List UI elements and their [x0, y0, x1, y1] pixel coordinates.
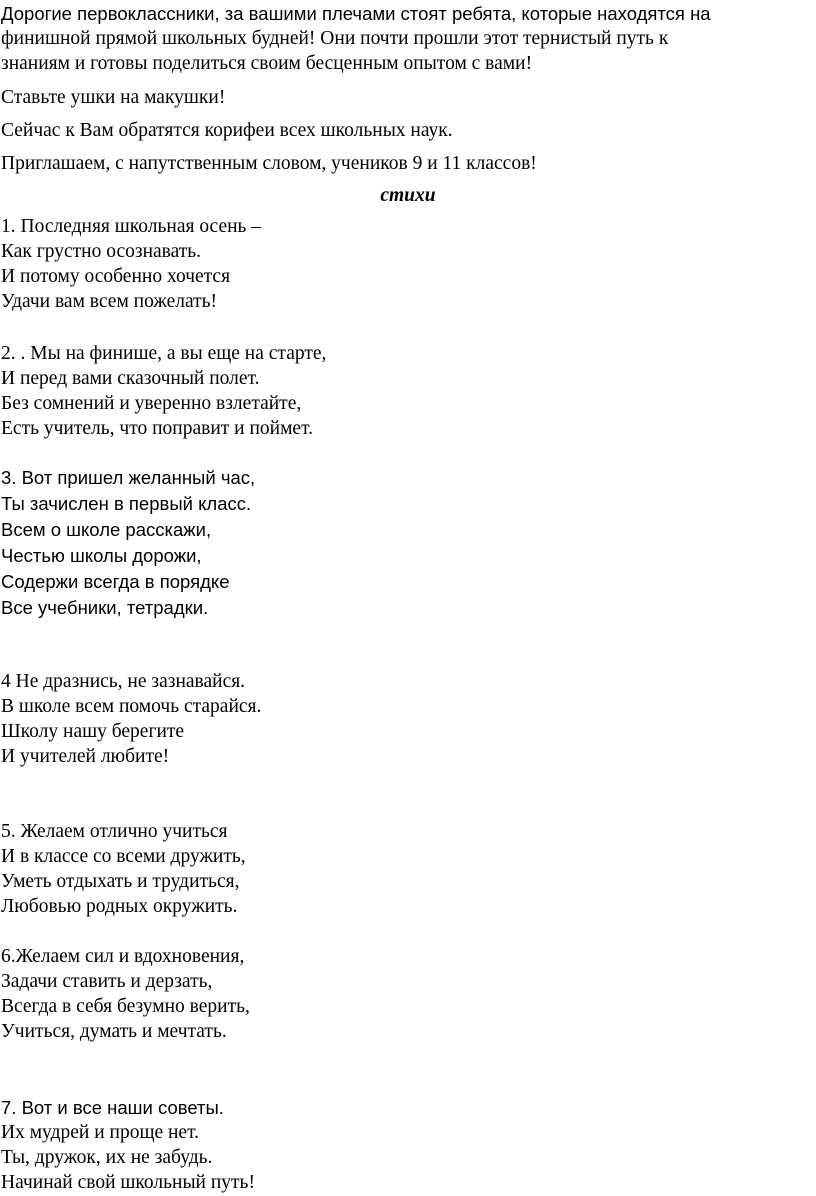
- poem-line: 6.Желаем сил и вдохновения,: [1, 946, 245, 967]
- intro-line: Ставьте ушки на макушки!: [1, 87, 226, 108]
- intro-line: Приглашаем, с напутственным словом, учеников 9 и 11 классов!: [1, 153, 537, 174]
- section-heading: стихи: [380, 185, 436, 206]
- intro-line: Дорогие первоклассники, за вашими плечами стоят ребята, которые находятся на: [1, 3, 711, 24]
- poem-line: 4 Не дразнись, не зазнавайся.: [1, 671, 246, 692]
- poem-line: 2. . Мы на финише, а вы еще на старте,: [1, 343, 327, 364]
- poem-line: Честью школы дорожи,: [1, 545, 202, 566]
- poem-line: Ты зачислен в первый класс.: [1, 493, 252, 514]
- poem-line: Как грустно осознавать.: [1, 241, 202, 262]
- poem-line: Ты, дружок, их не забудь.: [1, 1147, 213, 1168]
- poem-line: Начинай свой школьный путь!: [1, 1172, 255, 1193]
- poem-line: Уметь отдыхать и трудиться,: [1, 871, 240, 892]
- intro-line: финишной прямой школьных будней! Они почти прошли этот тернистый путь к: [1, 28, 669, 49]
- intro-line: знаниям и готовы поделиться своим бесценным опытом с вами!: [1, 53, 533, 74]
- poem-line: И потому особенно хочется: [1, 266, 231, 287]
- poem-line: Содержи всегда в порядке: [1, 571, 230, 592]
- poem-line: Их мудрей и проще нет.: [1, 1122, 200, 1143]
- poem-line: Задачи ставить и дерзать,: [1, 971, 213, 992]
- poem-line: Все учебники, тетрадки.: [1, 597, 209, 618]
- poem-line: 5. Желаем отлично учиться: [1, 821, 228, 842]
- poem-line: 7. Вот и все наши советы.: [1, 1097, 224, 1118]
- poem-line: В школе всем помочь старайся.: [1, 696, 262, 717]
- poem-line: Удачи вам всем пожелать!: [1, 291, 218, 312]
- poem-line: Школу нашу берегите: [1, 721, 185, 742]
- poem-line: Всегда в себя безумно верить,: [1, 996, 250, 1017]
- poem-line: 1. Последняя школьная осень –: [1, 216, 262, 237]
- poem-line: Всем о школе расскажи,: [1, 519, 212, 540]
- poem-line: Без сомнений и уверенно взлетайте,: [1, 393, 302, 414]
- poem-line: Есть учитель, что поправит и поймет.: [1, 418, 314, 439]
- poem-line: 3. Вот пришел желанный час,: [1, 467, 256, 488]
- intro-line: Сейчас к Вам обратятся корифеи всех школьных наук.: [1, 120, 453, 141]
- poem-line: И учителей любите!: [1, 746, 170, 767]
- poem-line: И перед вами сказочный полет.: [1, 368, 260, 389]
- poem-line: И в классе со всеми дружить,: [1, 846, 246, 867]
- poem-line: Любовью родных окружить.: [1, 896, 238, 917]
- poem-line: Учиться, думать и мечтать.: [1, 1021, 227, 1042]
